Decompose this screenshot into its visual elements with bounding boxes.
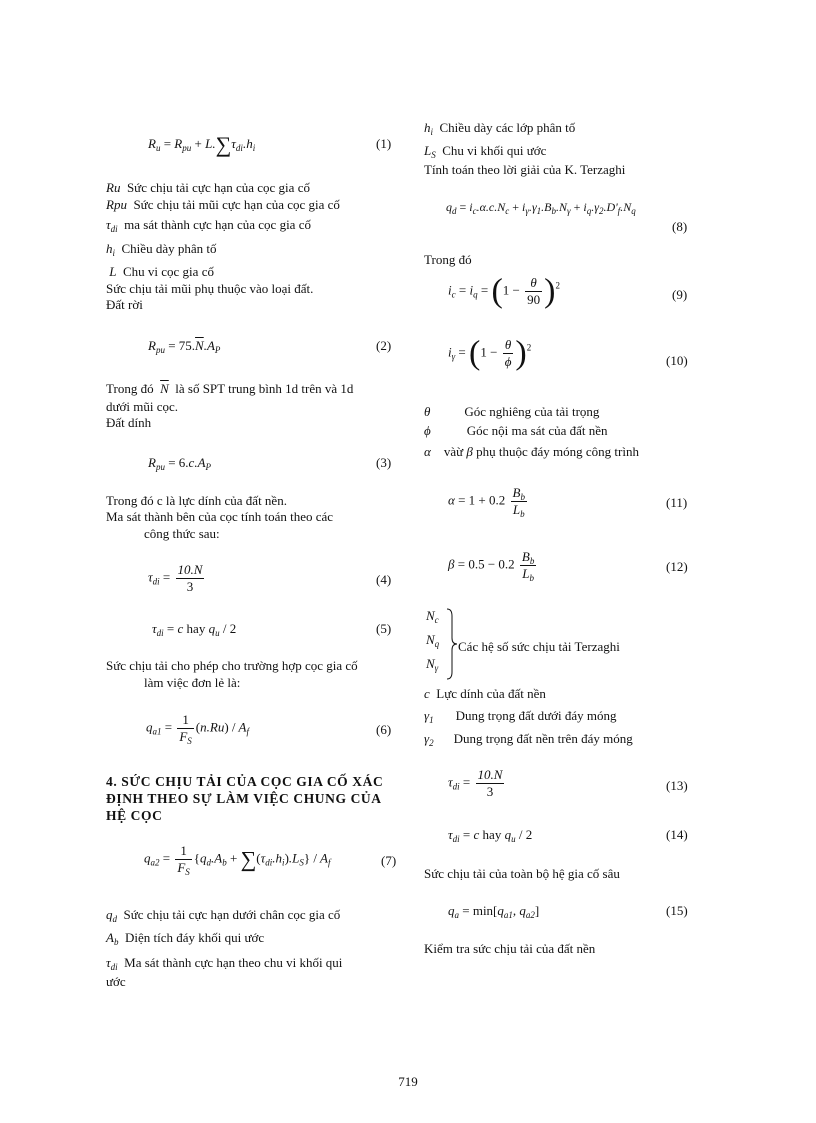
- terzaghi-coefficients-label: Các hệ số sức chịu tải Terzaghi: [458, 639, 620, 654]
- equation-15-number: (15): [666, 903, 688, 918]
- equation-13-number: (13): [666, 778, 688, 793]
- equation-4: $\tau_{di}$ = $\frac{10.N}{3}$: [148, 562, 203, 594]
- definition-tau2-line2: ước: [106, 974, 126, 989]
- definition-L: L Chu vi cọc gia cố: [109, 264, 214, 279]
- equation-1-number: (1): [376, 136, 392, 151]
- equation-6-number: (6): [376, 722, 392, 737]
- equation-5-number: (5): [376, 621, 392, 636]
- equation-12: β = 0.5 − 0.2 $\frac{B_b}{L_b}$: [448, 549, 535, 583]
- allowable-text-line2: làm việc đơn lẻ là:: [144, 675, 241, 690]
- cohesive-soil-label: Đất dính: [106, 415, 152, 430]
- equation-11: α = 1 + 0.2 $\frac{B_b}{L_b}$: [448, 485, 525, 519]
- definition-qd: $q_d$ Sức chịu tải cực hạn dưới chân cọc gia cố: [106, 907, 341, 924]
- group-capacity-text: Sức chịu tải của toàn bộ hệ gia cố sâu: [424, 866, 620, 881]
- friction-text: Ma sát thành bên của cọc tính toán theo các: [106, 509, 334, 524]
- friction-text-line2: công thức sau:: [144, 526, 220, 541]
- cohesion-text: Trong đó c là lực dính của đất nền.: [106, 493, 287, 508]
- loose-soil-label: Đất rời: [106, 297, 143, 312]
- equation-7: $q_{a2}$ = $\frac{1}{F_S}$ $\{q_d.A_b + \sum(\tau_{di}.h_i).L_S\} / A_f$: [144, 843, 331, 877]
- definition-rpu: Rpu Sức chịu tải mũi cực hạn của cọc gia cố: [106, 197, 340, 212]
- equation-15: $q_a = \min[q_{a1}$, $q_{a2}$]: [448, 903, 540, 920]
- spt-text-line2: dưới mũi cọc.: [106, 399, 179, 414]
- definition-tau2: $\tau_{di}$ Ma sát thành cực hạn theo chu vi khối qui: [106, 955, 343, 972]
- equation-6: $q_{a1}$ = $\frac{1}{F_S}$ $(n.Ru) / A_f$: [146, 712, 250, 746]
- definition-theta: θ Góc nghiêng của tải trọng: [424, 404, 600, 419]
- check-text: Kiểm tra sức chịu tải của đất nền: [424, 941, 596, 956]
- equation-10-number: (10): [666, 353, 688, 368]
- allowable-text: Sức chịu tải cho phép cho trường hợp cọc gia cố: [106, 658, 358, 673]
- equation-10: $i_\gamma = (1$ − $\frac{\theta}{\phi}$ )$^2$: [448, 334, 532, 372]
- definition-gamma1: $\gamma_1$ Dung trọng đất dưới đáy móng: [424, 708, 617, 725]
- equation-8: $q_d = i_c.\alpha.c.N_c + i_\gamma.\gamma_1.B_b.N_\gamma + i_q.\gamma_2.D'_f.N_q$: [446, 200, 636, 216]
- equation-2-number: (2): [376, 338, 392, 353]
- brace-icon: [446, 608, 458, 680]
- equation-12-number: (12): [666, 559, 688, 574]
- equation-9: $i_c = i_q = (1$ − $\frac{\theta}{90}$ )$^2$: [448, 272, 560, 310]
- equation-3: $R_{pu} = 6.c.A_P$: [148, 455, 212, 472]
- definition-gamma2: $\gamma_2$ Dung trọng đất nền trên đáy móng: [424, 731, 633, 748]
- equation-2: $R_{pu} = 75.\overline{N}.A_P$: [148, 338, 221, 355]
- equation-8-number: (8): [672, 219, 688, 234]
- equation-1: $R_u = R_{pu} + L.\sum\tau_{di}.h_i$: [148, 132, 256, 158]
- equation-13: $\tau_{di}$ = $\frac{10.N}{3}$: [448, 767, 503, 799]
- definition-hi-right: $h_i$ Chiều dày các lớp phân tố: [424, 120, 576, 137]
- equation-7-number: (7): [381, 853, 397, 868]
- definition-phi: ϕ Góc nội ma sát của đất nền: [424, 423, 608, 438]
- equation-5: $\tau_{di} = c$ hay $q_u / 2$: [152, 621, 237, 638]
- definition-ru: Ru Sức chịu tải cực hạn của cọc gia cố: [106, 180, 310, 195]
- equation-9-number: (9): [672, 287, 688, 302]
- spt-text: Trong đó $\overline{N}$ là số SPT trung bình 1d trên và 1d: [106, 381, 354, 396]
- definition-Ls: $L_S$ Chu vi khối qui ước: [424, 143, 547, 160]
- page-number: 719: [398, 1074, 418, 1089]
- equation-14: $\tau_{di} = c$ hay $q_u / 2$: [448, 827, 533, 844]
- equation-14-number: (14): [666, 827, 688, 842]
- equation-4-number: (4): [376, 572, 392, 587]
- equation-11-number: (11): [666, 495, 688, 510]
- definition-Ab: $A_b$ Diện tích đáy khối qui ước: [106, 930, 265, 947]
- definition-alpha-beta: α vàừ β phụ thuộc đáy móng công trình: [424, 444, 639, 459]
- where-text: Trong đó: [424, 252, 472, 267]
- section-heading: 4. SỨC CHỊU TẢI CỦA CỌC GIA CỐ XÁC ĐỊNH THEO SỰ LÀM VIỆC CHUNG CỦA HỆ CỌC: [106, 774, 384, 823]
- definition-c: c Lực dính của đất nền: [424, 686, 546, 701]
- symbol-rpu: Rpu: [106, 197, 127, 212]
- symbol-ru: Ru: [106, 180, 121, 195]
- definition-hi: $h_i$ Chiều dày phân tố: [106, 241, 217, 258]
- terzaghi-text: Tính toán theo lời giải của K. Terzaghi: [424, 162, 626, 177]
- equation-3-number: (3): [376, 455, 392, 470]
- tip-resistance-text: Sức chịu tải mũi phụ thuộc vào loại đất.: [106, 281, 314, 296]
- definition-tau: $\tau_{di}$ ma sát thành cực hạn của cọc gia cố: [106, 217, 311, 234]
